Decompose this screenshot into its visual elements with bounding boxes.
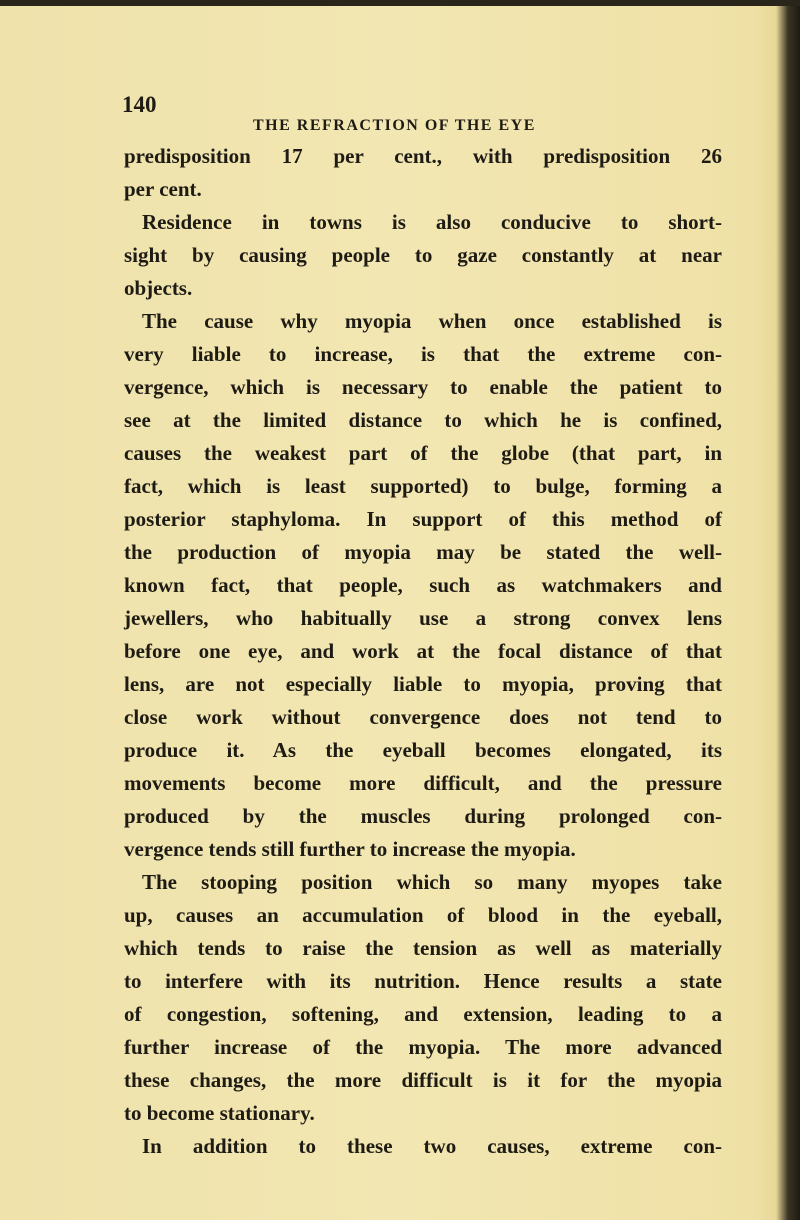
text-line: The stooping position which so many myopes take xyxy=(142,870,722,894)
text-line: produce it. As the eyeball becomes elongated, its xyxy=(124,738,722,762)
running-head: THE REFRACTION OF THE EYE xyxy=(253,117,536,134)
text-line: posterior staphyloma. In support of this method of xyxy=(124,507,722,531)
text-line: produced by the muscles during prolonged con- xyxy=(124,804,722,828)
text-line: up, causes an accumulation of blood in the eyeball, xyxy=(124,903,722,927)
text-line: these changes, the more difficult is it for the myopia xyxy=(124,1068,722,1092)
text-line: to interfere with its nutrition. Hence results a state xyxy=(124,969,722,993)
text-line: In addition to these two causes, extreme con- xyxy=(142,1134,722,1158)
text-line: causes the weakest part of the globe (that part, in xyxy=(124,441,722,465)
text-line: vergence tends still further to increase the myopia. xyxy=(124,837,576,861)
text-line: objects. xyxy=(124,276,193,300)
text-line: The cause why myopia when once established is xyxy=(142,309,722,333)
text-line: vergence, which is necessary to enable the patient to xyxy=(124,375,722,399)
text-line: known fact, that people, such as watchmakers and xyxy=(124,573,722,597)
text-line: of congestion, softening, and extension, leading to a xyxy=(124,1002,722,1026)
text-line: see at the limited distance to which he is confined, xyxy=(124,408,722,432)
text-line: movements become more difficult, and the pressure xyxy=(124,771,722,795)
text-line: to become stationary. xyxy=(124,1101,315,1125)
text-line: further increase of the myopia. The more advanced xyxy=(124,1035,722,1059)
text-line: the production of myopia may be stated the well- xyxy=(124,540,722,564)
text-line: lens, are not especially liable to myopia, proving that xyxy=(124,672,722,696)
text-line: jewellers, who habitually use a strong convex lens xyxy=(124,606,722,630)
text-line: which tends to raise the tension as well as materially xyxy=(124,936,722,960)
text-line: before one eye, and work at the focal distance of that xyxy=(124,639,722,663)
text-line: per cent. xyxy=(124,177,202,201)
text-line: fact, which is least supported) to bulge, forming a xyxy=(124,474,722,498)
scan-edge xyxy=(0,0,800,6)
text-line: close work without convergence does not tend to xyxy=(124,705,722,729)
text-line: Residence in towns is also conducive to short- xyxy=(142,210,722,234)
text-line: very liable to increase, is that the extreme con- xyxy=(124,342,722,366)
text-line: predisposition 17 per cent., with predisposition 26 xyxy=(124,144,722,168)
text-line: sight by causing people to gaze constantly at near xyxy=(124,243,722,267)
page-number: 140 xyxy=(122,92,157,117)
body-text xyxy=(124,140,722,1163)
